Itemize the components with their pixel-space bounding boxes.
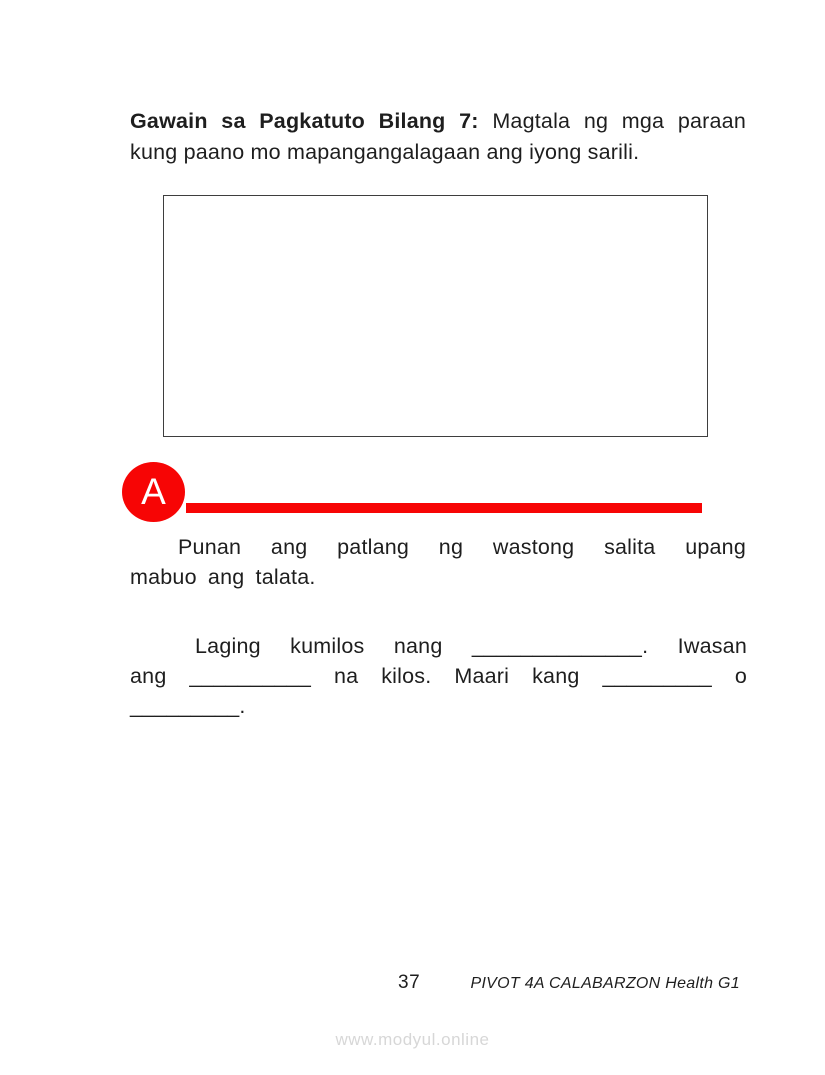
section-a-badge	[122, 462, 185, 522]
instruction-line-2: mabuo ang talata.	[130, 565, 316, 589]
instruction-paragraph	[130, 532, 746, 592]
fill-in-line-1: Laging kumilos nang ______________. Iwasan	[195, 634, 747, 658]
section-divider-line	[186, 503, 702, 513]
watermark: www.modyul.online	[335, 1030, 490, 1049]
activity-heading	[130, 106, 746, 168]
module-label: PIVOT 4A CALABARZON Health G1	[470, 975, 740, 992]
page-number: 37	[398, 972, 421, 993]
activity-description-start: Magtala ng mga paraan	[492, 109, 746, 133]
heading-line-1	[130, 106, 746, 137]
instruction-line-1: Punan ang patlang ng wastong salita upang	[178, 535, 746, 559]
activity-title: Gawain sa Pagkatuto Bilang 7:	[130, 109, 479, 133]
fill-in-line-2: ang __________ na kilos. Maari kang _________ o	[130, 664, 747, 688]
heading-line-2: kung paano mo mapangangalagaan ang iyong sarili.	[130, 140, 640, 164]
fill-in-line-3: _________.	[130, 694, 246, 718]
fill-in-paragraph	[130, 631, 747, 721]
section-a-letter: A	[141, 470, 166, 512]
answer-box	[163, 195, 708, 437]
